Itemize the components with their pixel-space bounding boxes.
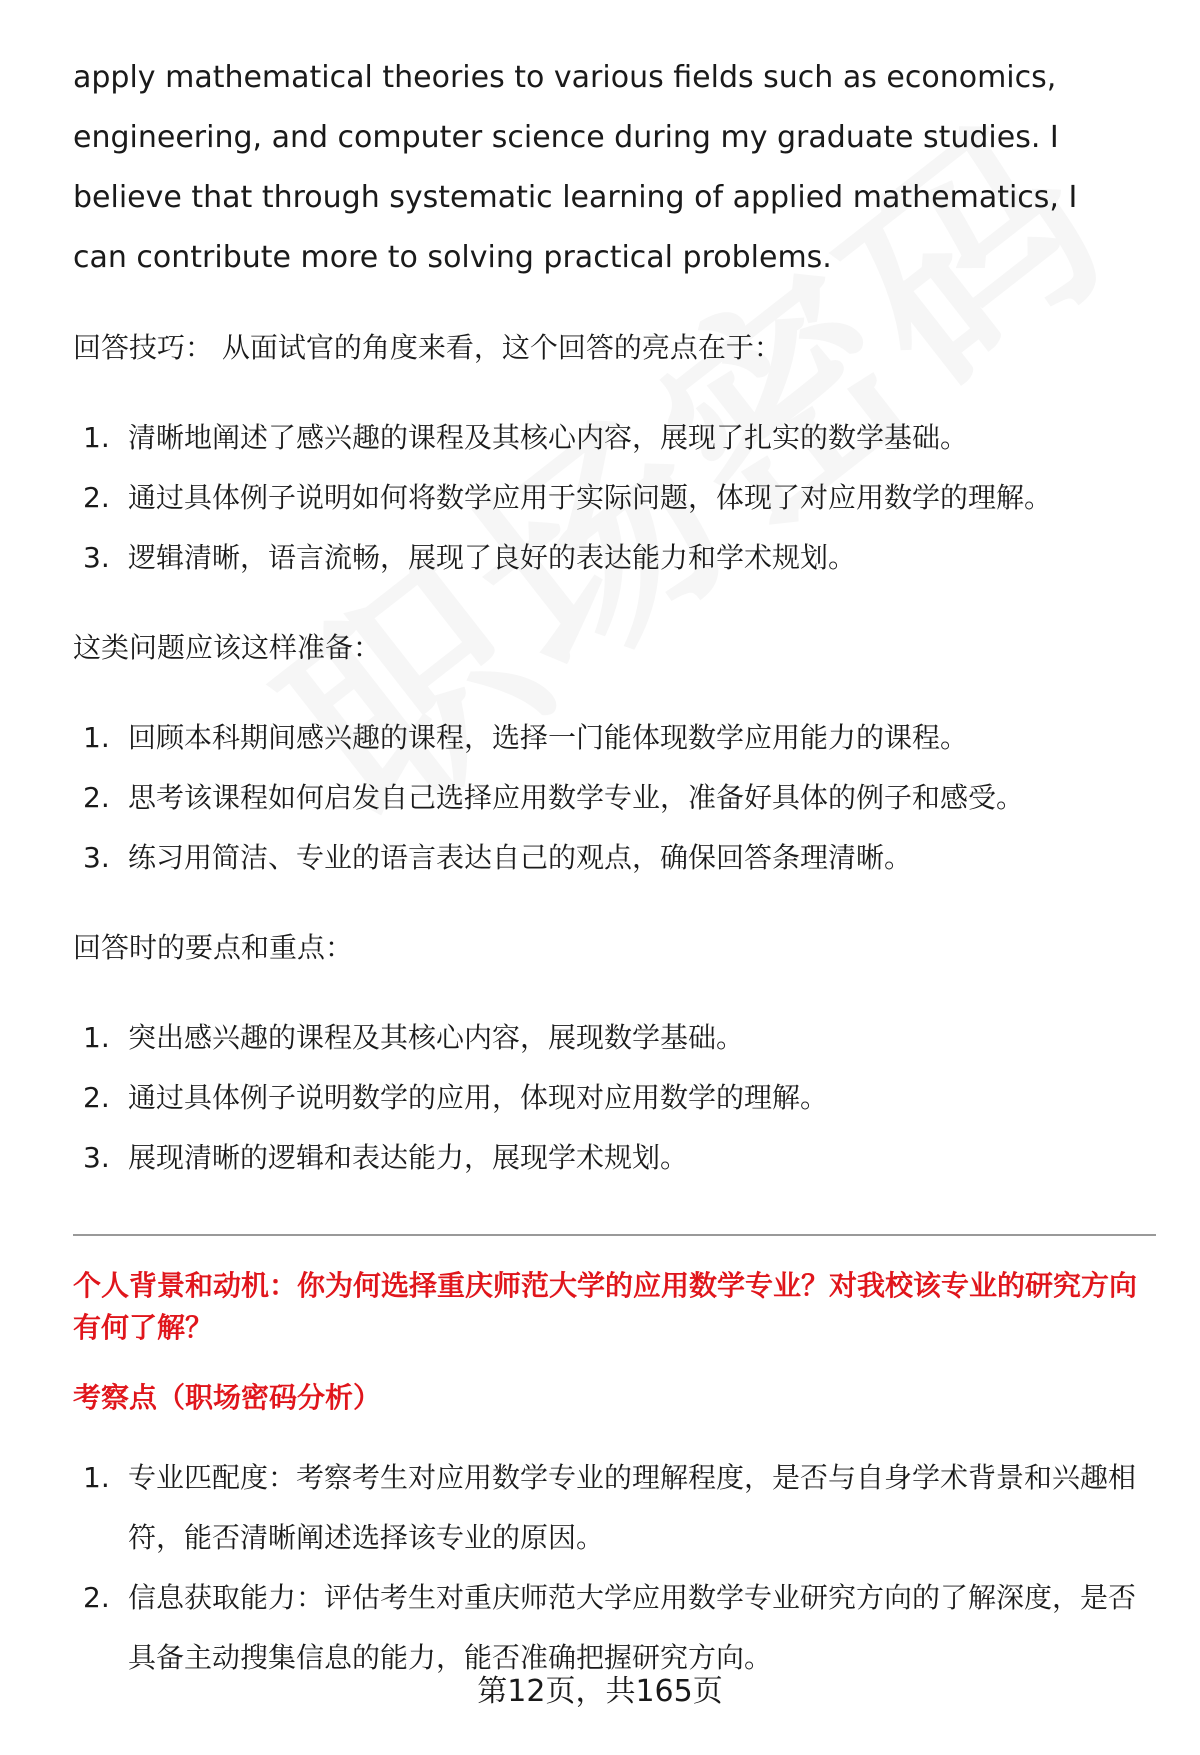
prepare-heading: 这类问题应该这样准备： (73, 631, 382, 664)
list-item: 3. 展现清晰的逻辑和表达能力，展现学术规划。 (83, 1141, 689, 1174)
list-item: 1. 清晰地阐述了感兴趣的课程及其核心内容，展现了扎实的数学基础。 (83, 421, 969, 454)
list-item: 1. 专业匹配度：考察考生对应用数学专业的理解程度，是否与自身学术背景和兴趣相符，能否清晰阐述选择该专业的原因。 (83, 1461, 1137, 1554)
list-item: 1. 回顾本科期间感兴趣的课程，选择一门能体现数学应用能力的课程。 (83, 721, 969, 754)
exam-points-heading: 考察点（职场密码分析） (73, 1381, 382, 1414)
list-item: 2. 通过具体例子说明如何将数学应用于实际问题，体现了对应用数学的理解。 (83, 481, 1053, 514)
tips-list (73, 408, 1153, 588)
exam-points-list (73, 1448, 1153, 1688)
list-item: 1. 突出感兴趣的课程及其核心内容，展现数学基础。 (83, 1021, 745, 1054)
page-number: 第12页，共165页 (477, 1674, 723, 1709)
list-item: 2. 思考该课程如何启发自己选择应用数学专业，准备好具体的例子和感受。 (83, 781, 1025, 814)
key-points-list (73, 1008, 1153, 1188)
list-item: 3. 逻辑清晰，语言流畅，展现了良好的表达能力和学术规划。 (83, 541, 857, 574)
prepare-list (73, 708, 1153, 888)
list-item: 3. 练习用简洁、专业的语言表达自己的观点，确保回答条理清晰。 (83, 841, 913, 874)
intro-paragraph: apply mathematical theories to various fields such as economics, engineering, and computer science during my graduate studies. I believe that through systematic learning of applied mathematics, I can contribute more to solving practical problems. (73, 60, 1078, 275)
list-item: 2. 通过具体例子说明数学的应用，体现对应用数学的理解。 (83, 1081, 829, 1114)
tips-heading: 回答技巧： 从面试官的角度来看，这个回答的亮点在于： (73, 331, 782, 364)
list-item: 2. 信息获取能力：评估考生对重庆师范大学应用数学专业研究方向的了解深度，是否具备主动搜集信息的能力，能否准确把握研究方向。 (83, 1581, 1137, 1674)
key-points-heading: 回答时的要点和重点： (73, 931, 354, 964)
question-title: 个人背景和动机：你为何选择重庆师范大学的应用数学专业？对我校该专业的研究方向有何了解？ (73, 1269, 1138, 1344)
section-divider (73, 1234, 1156, 1236)
